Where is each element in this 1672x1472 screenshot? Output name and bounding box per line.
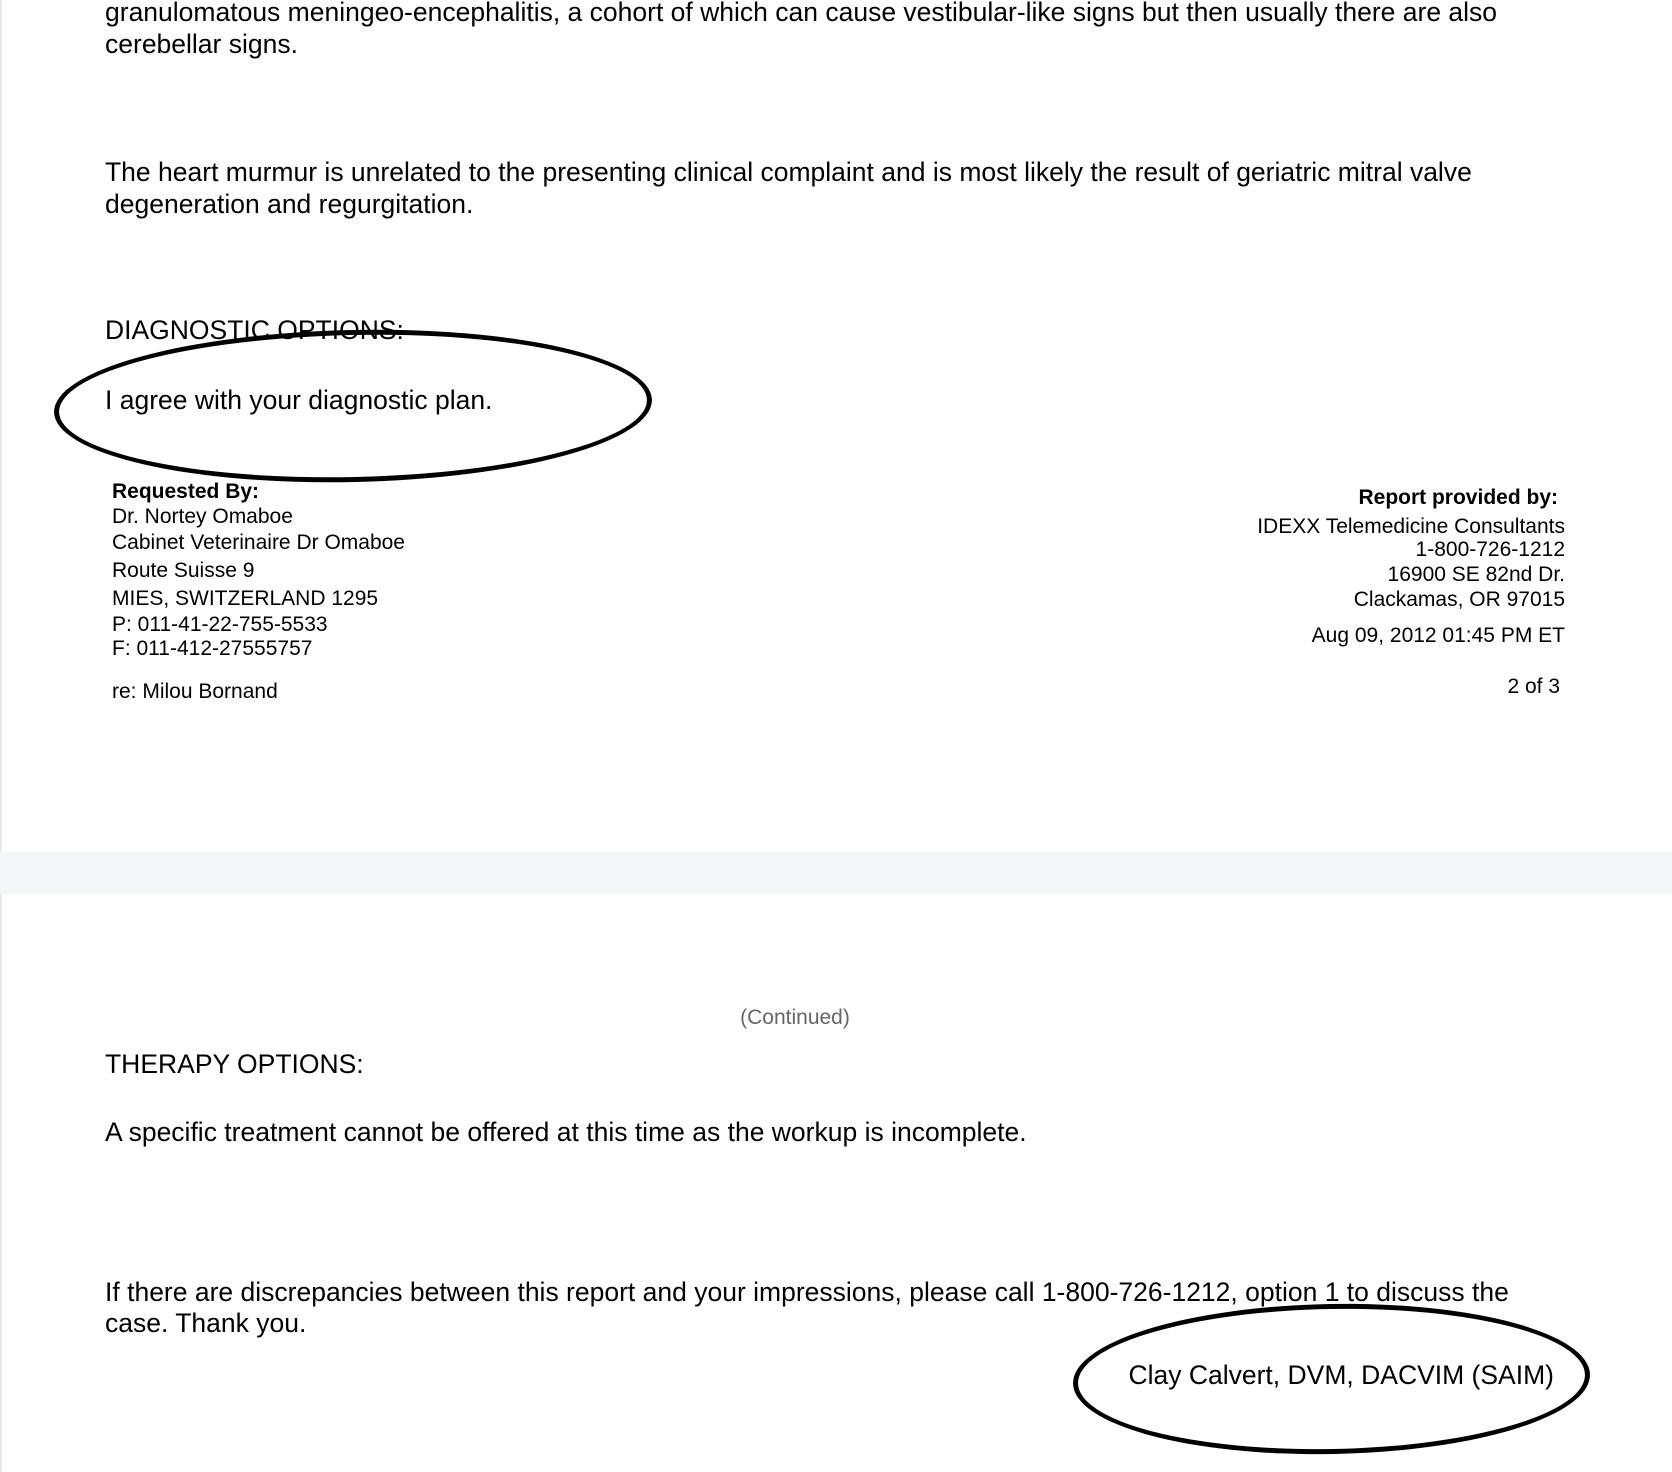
paragraph-murmur-line2: degeneration and regurgitation. <box>105 189 474 219</box>
signature-name: Clay Calvert, DVM, DACVIM (SAIM) <box>1128 1360 1554 1390</box>
closing-paragraph-line2: case. Thank you. <box>105 1308 307 1338</box>
therapy-options-text: A specific treatment cannot be offered at this time as the workup is incomplete. <box>105 1117 1027 1147</box>
diagnostic-options-text: I agree with your diagnostic plan. <box>105 385 493 415</box>
report-page-3 <box>0 894 1672 1472</box>
paragraph-murmur-line1: The heart murmur is unrelated to the presenting clinical complaint and is most likely the result of geriatric mitral valve <box>105 157 1472 187</box>
provider-company: IDEXX Telemedicine Consultants <box>1257 515 1565 538</box>
therapy-options-heading: THERAPY OPTIONS: <box>105 1049 364 1079</box>
requested-by-label: Requested By: <box>112 480 260 503</box>
provided-by-label: Report provided by: <box>1358 486 1558 509</box>
paragraph-granulomatous-line1: granulomatous meningeo-encephalitis, a cohort of which can cause vestibular-like signs but then usually there are also <box>105 0 1498 27</box>
page-separator <box>0 852 1672 894</box>
provider-phone: 1-800-726-1212 <box>1415 538 1565 561</box>
continued-label: (Continued) <box>740 1006 850 1029</box>
requester-city: MIES, SWITZERLAND 1295 <box>112 587 379 610</box>
page-number: 2 of 3 <box>1507 675 1560 698</box>
requester-name: Dr. Nortey Omaboe <box>112 505 293 528</box>
provider-city: Clackamas, OR 97015 <box>1353 588 1565 611</box>
paragraph-granulomatous-line2: cerebellar signs. <box>105 29 298 59</box>
diagnostic-options-heading: DIAGNOSTIC OPTIONS: <box>105 315 404 345</box>
page-edge <box>0 894 2 1472</box>
requester-clinic: Cabinet Veterinaire Dr Omaboe <box>112 531 405 554</box>
report-datetime: Aug 09, 2012 01:45 PM ET <box>1311 624 1565 647</box>
requester-phone: P: 011-41-22-755-5533 <box>112 613 328 636</box>
closing-paragraph-line1: If there are discrepancies between this report and your impressions, please call 1-800-726-1212, option 1 to discuss the <box>105 1277 1509 1307</box>
requester-street: Route Suisse 9 <box>112 559 255 582</box>
requester-fax: F: 011-412-27555757 <box>112 637 313 660</box>
patient-reference: re: Milou Bornand <box>112 680 278 703</box>
page-edge <box>0 0 2 852</box>
provider-street: 16900 SE 82nd Dr. <box>1387 563 1565 586</box>
